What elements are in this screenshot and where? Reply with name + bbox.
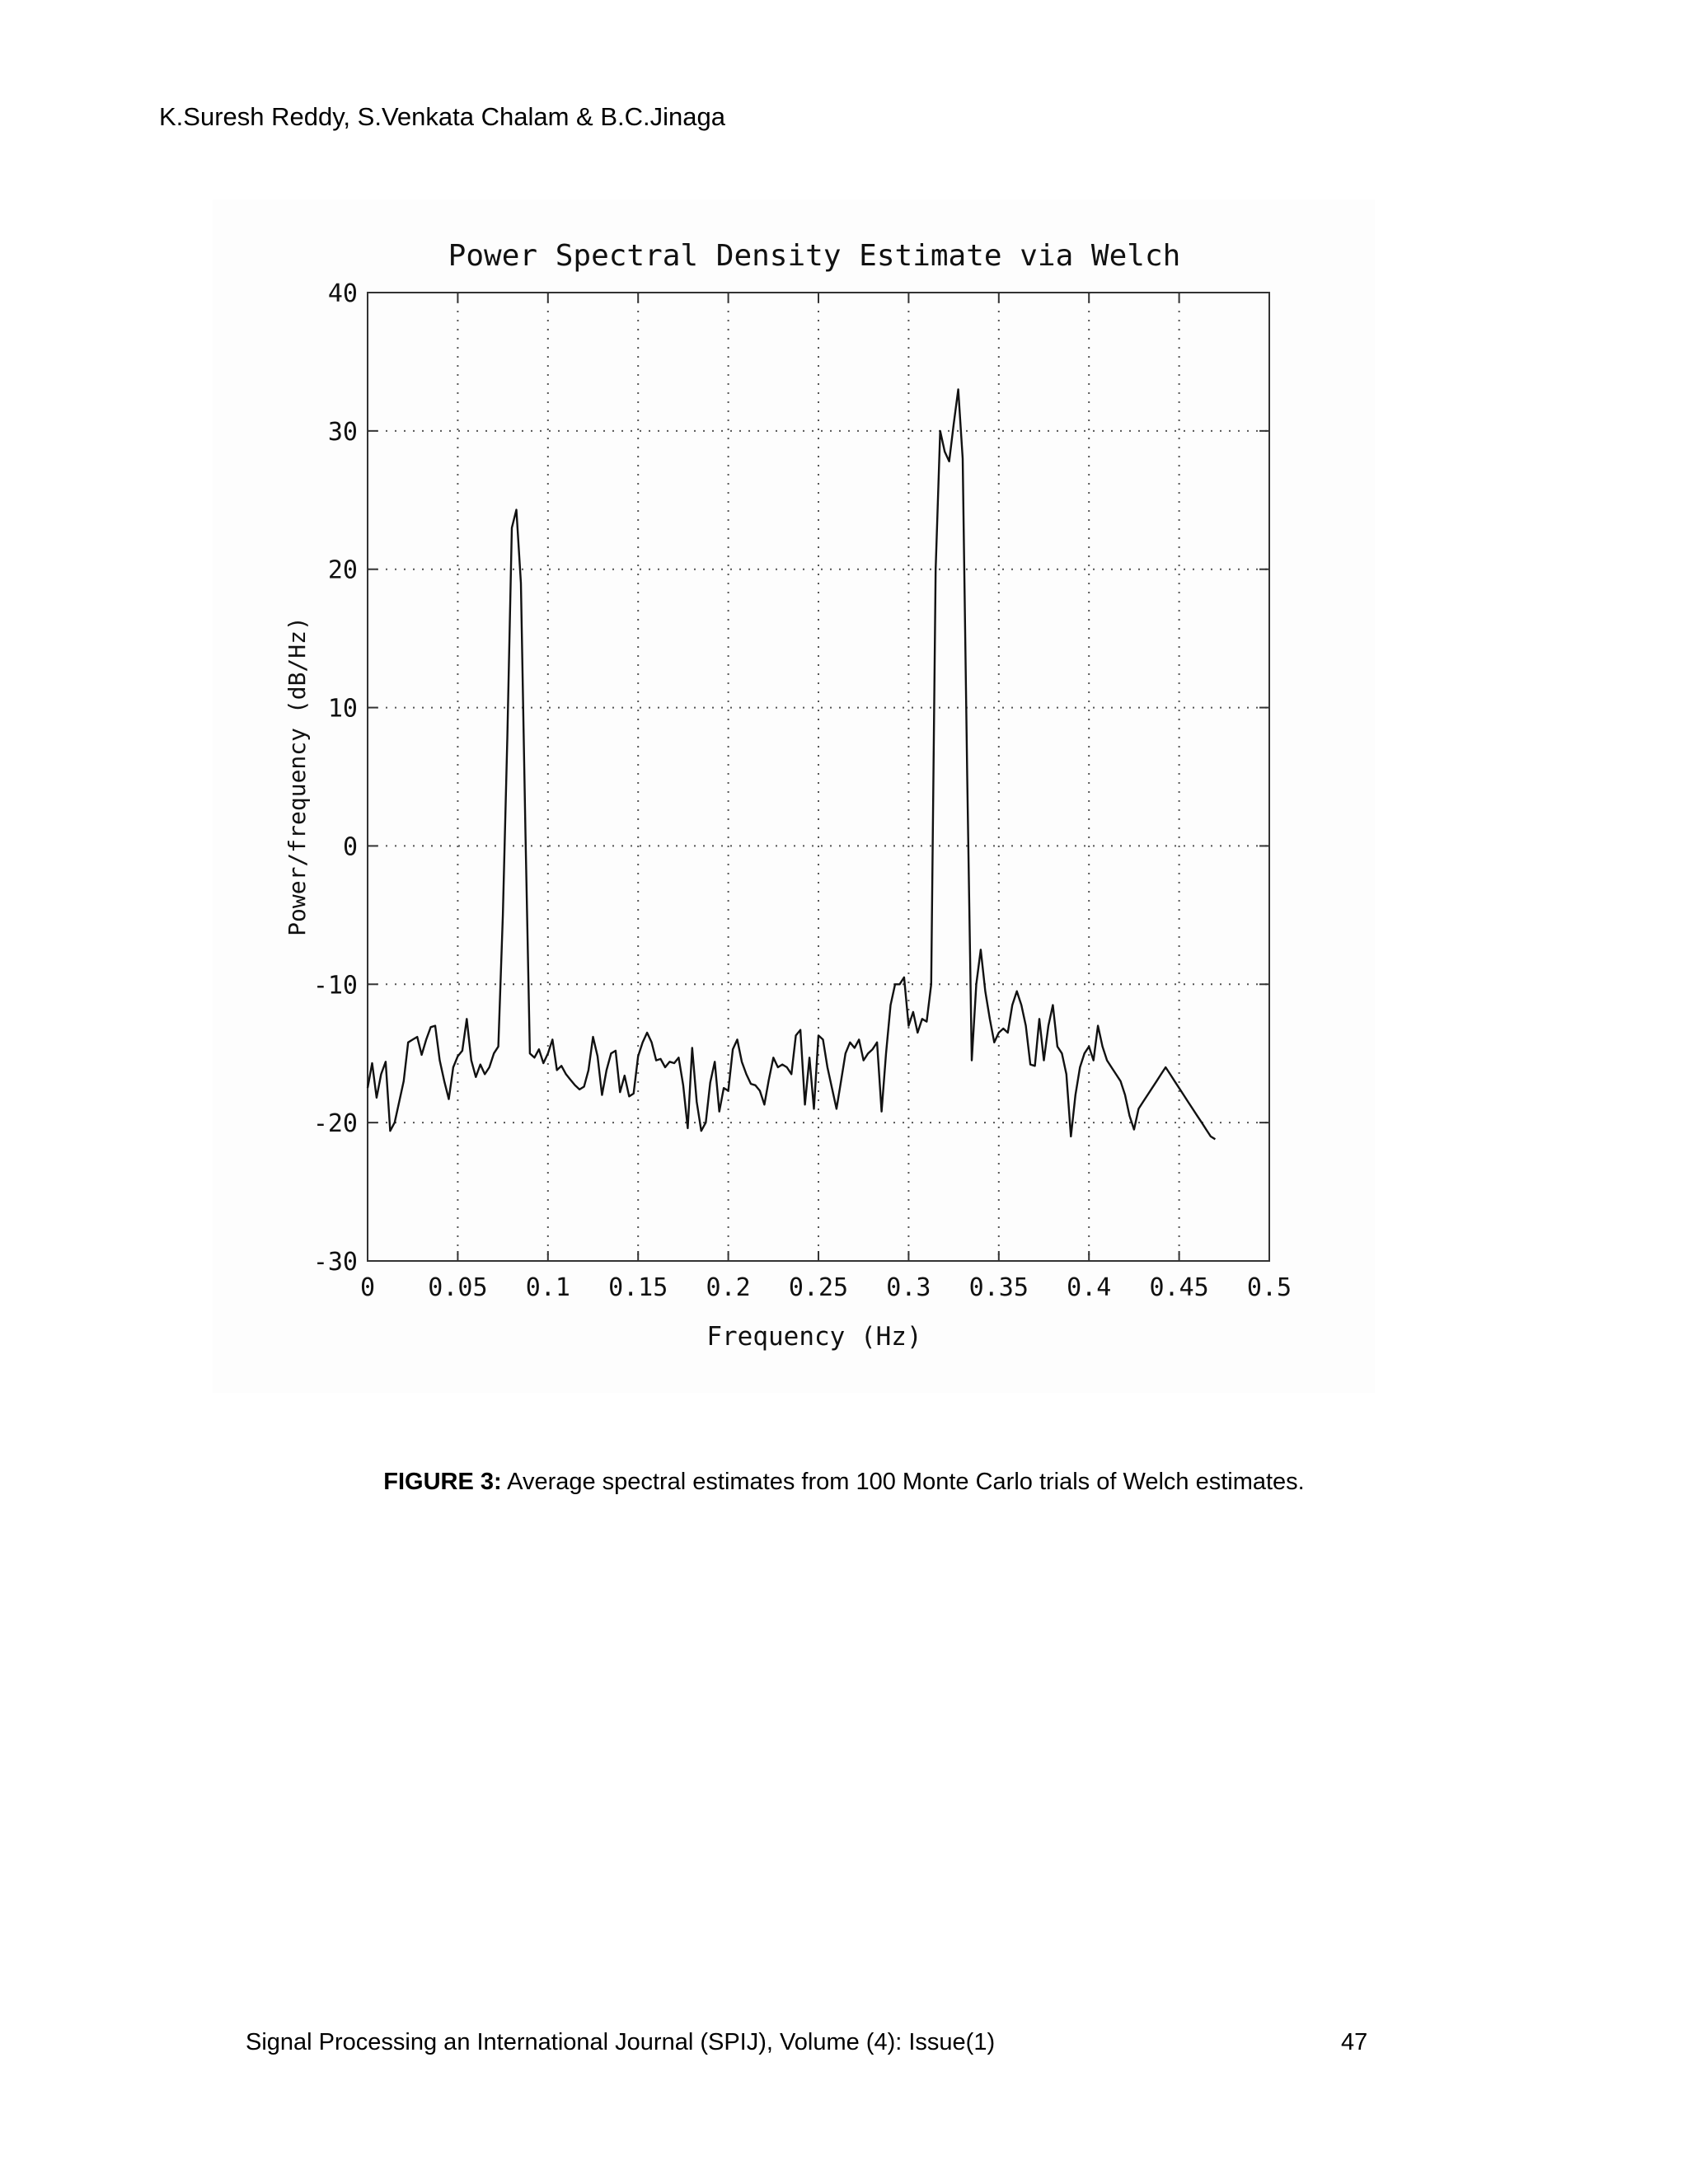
- x-axis-label: Frequency (Hz): [706, 1322, 922, 1352]
- x-tick-label: 0.1: [525, 1273, 570, 1302]
- y-tick-label: 10: [327, 694, 358, 724]
- y-tick-label: 30: [327, 417, 358, 447]
- y-tick-label: -30: [312, 1248, 358, 1277]
- x-tick-label: 0.2: [706, 1273, 751, 1302]
- running-header-authors: K.Suresh Reddy, S.Venkata Chalam & B.C.Jinaga: [159, 102, 725, 131]
- chart-title: Power Spectral Density Estimate via Welch: [448, 239, 1181, 273]
- footer-page-number: 47: [1341, 2029, 1368, 2055]
- x-tick-label: 0.05: [428, 1273, 488, 1302]
- x-tick-label: 0.4: [1067, 1273, 1112, 1302]
- figure-caption-label: FIGURE 3:: [383, 1469, 502, 1495]
- x-tick-label: 0.25: [788, 1273, 849, 1302]
- y-tick-label: 40: [327, 279, 358, 308]
- y-axis-label: Power/frequency (dB/Hz): [284, 616, 311, 936]
- y-tick-label: -20: [312, 1109, 358, 1139]
- x-tick-label: 0.3: [886, 1273, 931, 1302]
- y-tick-label: 0: [342, 832, 358, 862]
- x-tick-label: 0.15: [608, 1273, 668, 1302]
- figure-caption-text: Average spectral estimates from 100 Monte Carlo trials of Welch estimates.: [507, 1469, 1305, 1495]
- y-tick-label: -10: [312, 971, 358, 1001]
- figure-caption: [0, 1469, 1688, 1496]
- x-tick-label: 0.5: [1246, 1273, 1292, 1302]
- x-tick-label: 0.35: [968, 1273, 1029, 1302]
- figure-background: [213, 199, 1375, 1393]
- x-tick-label: 0.45: [1149, 1273, 1209, 1302]
- x-tick-label: 0: [359, 1273, 376, 1302]
- y-tick-label: 20: [327, 555, 358, 585]
- footer-journal: Signal Processing an International Journal (SPIJ), Volume (4): Issue(1): [246, 2029, 996, 2055]
